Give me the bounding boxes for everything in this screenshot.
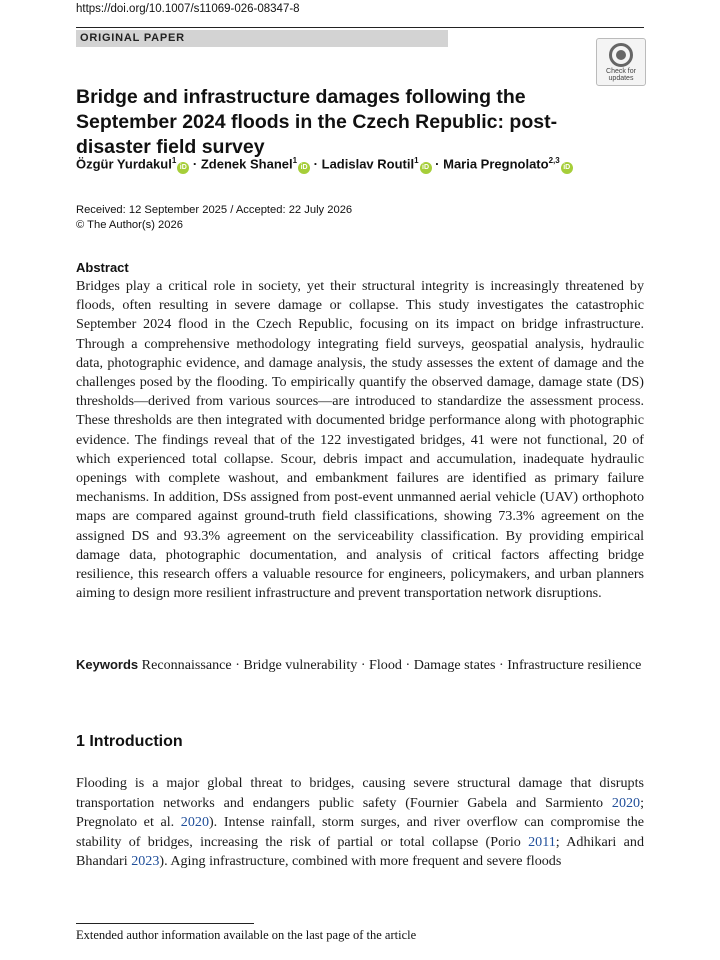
header-rule — [76, 27, 644, 28]
citation-link[interactable]: 2020 — [180, 814, 209, 830]
orcid-icon[interactable]: iD — [561, 162, 573, 174]
intro-text-segment: Flooding is a major global threat to bridges, causing severe structural damage that disrupts transportation networks and endangers public safety (Fournier Gabela and Sarmiento — [76, 775, 644, 811]
keywords-block — [76, 655, 644, 675]
dates-block — [76, 203, 352, 233]
author-separator: · — [310, 156, 322, 172]
orcid-icon[interactable]: iD — [177, 162, 189, 174]
author-list — [76, 156, 573, 174]
intro-text-segment: ; Adhikari and Bhandari — [76, 833, 644, 869]
author-affiliation: 1 — [292, 156, 298, 165]
copyright-line: © The Author(s) 2026 — [76, 219, 183, 231]
citation-link[interactable]: 2023 — [131, 853, 160, 869]
received-accepted-dates: Received: 12 September 2025 / Accepted: 22 July 2026 — [76, 204, 353, 216]
orcid-icon[interactable]: iD — [298, 162, 310, 174]
author-name[interactable]: Özgür Yurdakul — [76, 156, 172, 172]
abstract-text: Bridges play a critical role in society, yet their structural integrity is increasingly threatened by floods, often resulting in severe damage or collapse. This study investigates the catastrophic September 2024 flood in the Czech Republic, focusing on its impact on bridge infrastructure. Through a comprehensive methodology integrating field surveys, geospatial analysis, hydraulic data, photographic evidence, and damage analysis, the study assesses the extent of damage and the challenges posed by the flooding. To empirically quantify the observed damage, damage state (DS) thresholds—derived from various sources—are introduced to standardize the assessment process. These thresholds are then integrated with documented bridge performance along with photographic evidence. The findings reveal that of the 122 investigated bridges, 41 were not functional, 20 of which experienced total collapse. Scour, debris impact and accumulation, inadequate hydraulic openings with complete washout, and embankment failures are identified as primary failure mechanisms. In addition, DSs assigned from post-event unmanned aerial vehicle (UAV) orthophoto maps are compared against ground-truth field classifications, showing 73.3% agreement on the assigned DS and 93.3% agreement on the serviceability classification. By providing empirical damage data, photographic documentation, and analysis of critical factors affecting bridge resilience, this research offers a valuable resource for engineers, policymakers, and urban planners aiming to design more resilient infrastructure and prevent transportation network disruptions. — [76, 278, 644, 602]
intro-text-segment: ; Pregnolato et al. — [76, 794, 644, 830]
footnote: Extended author information available on the last page of the article — [76, 928, 417, 942]
article-type-band: ORIGINAL PAPER — [76, 30, 448, 47]
doi-link[interactable]: https://doi.org/10.1007/s11069-026-08347-8 — [76, 3, 300, 15]
author-name[interactable]: Zdenek Shanel — [200, 156, 293, 172]
author-separator: · — [431, 156, 444, 172]
citation-link[interactable]: 2011 — [528, 833, 556, 850]
paper-title: Bridge and infrastructure damages following the September 2024 floods in the Czech Republic: post-disaster field survey — [76, 86, 558, 158]
footnote-rule — [76, 923, 254, 924]
abstract-heading: Abstract — [76, 260, 129, 275]
keywords-text: Reconnaissance · Bridge vulnerability · Flood · Damage states · Infrastructure resilience — [141, 657, 642, 673]
badge-line2: updates — [608, 75, 634, 82]
section-heading-introduction: 1 Introduction — [76, 733, 183, 750]
author-separator: · — [189, 156, 201, 172]
author-affiliation: 1 — [171, 156, 177, 165]
author-affiliation: 2,3 — [548, 156, 560, 165]
crossmark-icon — [609, 43, 633, 67]
author-affiliation: 1 — [414, 156, 419, 165]
author-name[interactable]: Ladislav Routil — [321, 156, 415, 172]
orcid-icon[interactable]: iD — [420, 162, 432, 174]
author-name[interactable]: Maria Pregnolato — [443, 156, 549, 172]
check-for-updates-badge[interactable] — [596, 38, 646, 86]
intro-text-segment: ). Intense rainfall, storm surges, and river overflow can compromise the stability of bridges, increasing the risk of partial or total collapse (Porio — [76, 814, 644, 850]
intro-text-segment: ). Aging infrastructure, combined with more frequent and severe floods — [159, 853, 562, 869]
introduction-paragraph — [76, 774, 644, 872]
badge-line1: Check for — [606, 68, 636, 75]
keywords-label: Keywords — [76, 657, 139, 672]
citation-link[interactable]: 2020 — [611, 794, 641, 811]
